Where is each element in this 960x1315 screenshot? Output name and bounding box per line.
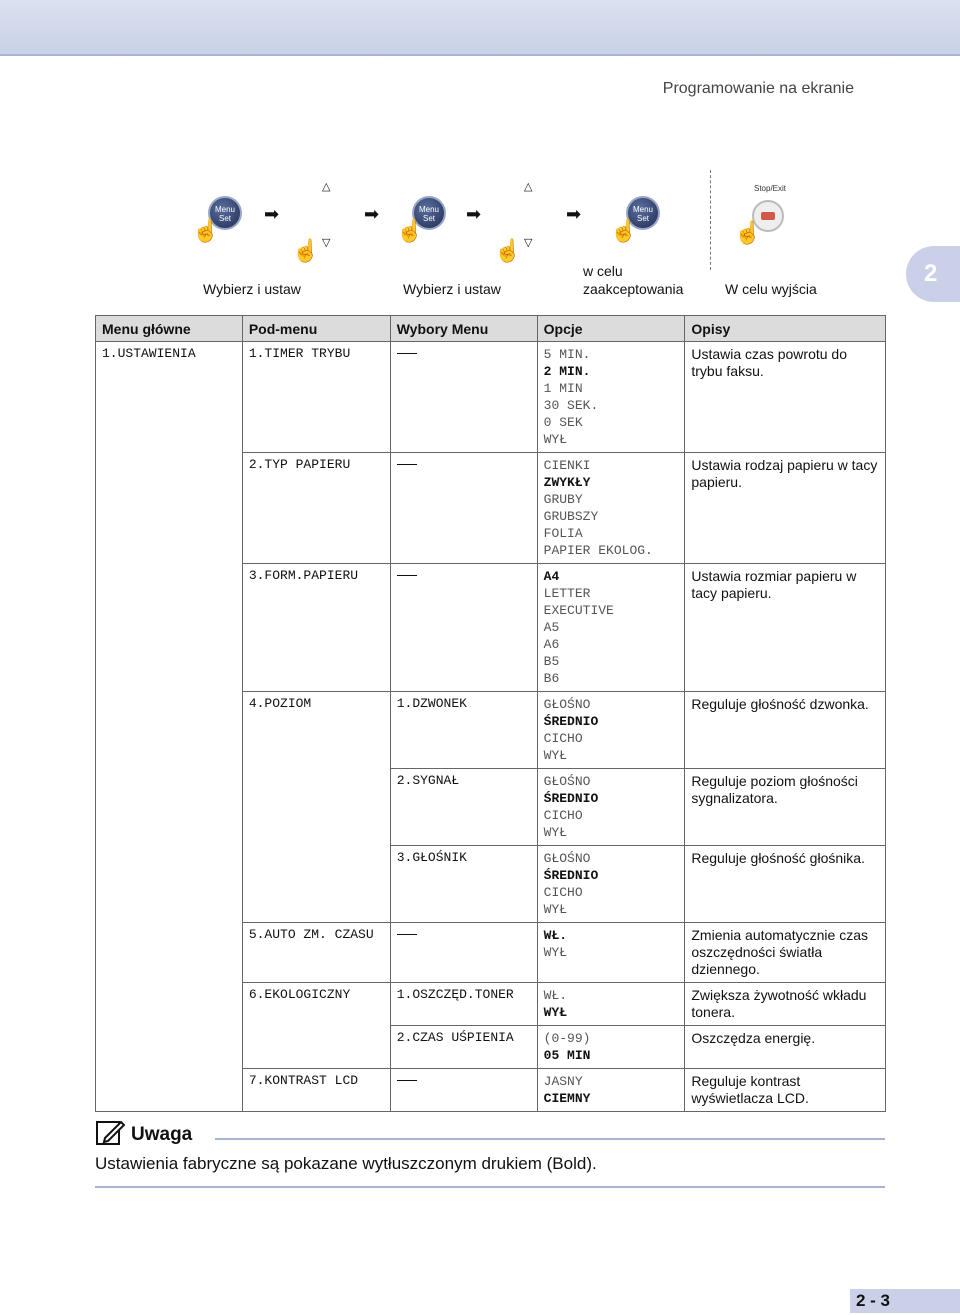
options-cell — [537, 692, 685, 769]
option-value: GRUBY — [543, 492, 583, 507]
table-row — [96, 769, 886, 846]
submenu-cell: 4.POZIOM — [242, 692, 390, 769]
page-header-title: Programowanie na ekranie — [662, 80, 854, 97]
option-value: WYŁ — [543, 748, 568, 763]
options-cell — [537, 342, 685, 453]
dash-line — [397, 934, 417, 935]
menu-choice-cell — [390, 1069, 537, 1112]
option-value: CICHO — [543, 885, 583, 900]
finger-icon: ☝ — [292, 238, 320, 263]
finger-icon: ☝ — [396, 218, 424, 243]
finger-icon: ☝ — [610, 218, 638, 243]
down-triangle-icon: ▽ — [524, 237, 533, 249]
table-row — [96, 342, 886, 453]
description-cell: Reguluje kontrast wyświetlacza LCD. — [685, 1069, 886, 1112]
options-cell — [537, 453, 685, 564]
option-value: 30 SEK. — [543, 398, 599, 413]
page-number: 2 - 3 — [850, 1289, 960, 1313]
option-value: CIEMNY — [543, 1091, 591, 1106]
description-cell: Reguluje poziom głośności sygnalizatora. — [685, 769, 886, 846]
description-cell: Ustawia czas powrotu do trybu faksu. — [685, 342, 886, 453]
option-value: LETTER — [543, 586, 591, 601]
menu-choice-cell — [390, 923, 537, 983]
step-label: w celu zaakceptowania — [583, 263, 684, 297]
col-header: Opisy — [685, 316, 886, 342]
option-value: 1 MIN — [543, 381, 583, 396]
menu-choice-cell — [390, 342, 537, 453]
col-header: Pod-menu — [242, 316, 390, 342]
option-value: PAPIER EKOLOG. — [543, 543, 653, 558]
chapter-tab: 2 — [906, 246, 960, 302]
submenu-cell: 6.EKOLOGICZNY — [242, 983, 390, 1026]
arrow-right-icon: ➡ — [264, 204, 280, 224]
option-value: CIENKI — [543, 458, 591, 473]
main-menu-cell — [96, 923, 243, 983]
option-value: GŁOŚNO — [543, 774, 591, 789]
down-triangle-icon: ▽ — [322, 237, 331, 249]
description-cell: Ustawia rozmiar papieru w tacy papieru. — [685, 564, 886, 692]
options-cell — [537, 923, 685, 983]
table-row — [96, 923, 886, 983]
submenu-cell: 2.TYP PAPIERU — [242, 453, 390, 564]
table-header-row — [96, 316, 886, 342]
col-header: Menu główne — [96, 316, 243, 342]
submenu-cell: 5.AUTO ZM. CZASU — [242, 923, 390, 983]
arrow-right-icon: ➡ — [566, 204, 582, 224]
dash-line — [397, 464, 417, 465]
option-value: 2 MIN. — [543, 364, 591, 379]
navigation-diagram — [0, 160, 900, 310]
stop-exit-label: Stop/Exit — [754, 184, 787, 193]
option-value: 5 MIN. — [543, 347, 591, 362]
divider — [710, 170, 711, 270]
option-value: JASNY — [543, 1074, 583, 1089]
option-value: GŁOŚNO — [543, 697, 591, 712]
menu-choice-cell — [390, 453, 537, 564]
options-cell — [537, 983, 685, 1026]
option-value: ŚREDNIO — [543, 714, 599, 729]
menu-choice-cell: 1.OSZCZĘD.TONER — [390, 983, 537, 1026]
description-cell: Reguluje głośność głośnika. — [685, 846, 886, 923]
option-value: GŁOŚNO — [543, 851, 591, 866]
option-value: WYŁ — [543, 902, 568, 917]
dash-line — [397, 575, 417, 576]
arrow-right-icon: ➡ — [466, 204, 482, 224]
dash-line — [397, 1080, 417, 1081]
option-value: 0 SEK — [543, 415, 583, 430]
description-cell: Oszczędza energię. — [685, 1026, 886, 1069]
option-value: WYŁ — [543, 945, 568, 960]
description-cell: Zwiększa żywotność wkładu tonera. — [685, 983, 886, 1026]
description-cell: Zmienia automatycznie czas oszczędności światła dziennego. — [685, 923, 886, 983]
table-row — [96, 983, 886, 1026]
col-header: Opcje — [537, 316, 685, 342]
option-value: CICHO — [543, 808, 583, 823]
step-label: Wybierz i ustaw — [403, 281, 501, 297]
menu-choice-cell: 3.GŁOŚNIK — [390, 846, 537, 923]
table-row — [96, 1069, 886, 1112]
menu-set-button-icon: Menu Set — [208, 196, 242, 230]
submenu-cell: 1.TIMER TRYBU — [242, 342, 390, 453]
note-bottom-rule — [95, 1186, 885, 1188]
col-header: Wybory Menu — [390, 316, 537, 342]
options-cell — [537, 1026, 685, 1069]
option-value: A6 — [543, 637, 560, 652]
menu-set-button-icon: Menu Set — [626, 196, 660, 230]
option-value: ŚREDNIO — [543, 868, 599, 883]
option-value: B6 — [543, 671, 560, 686]
up-triangle-icon: △ — [322, 181, 331, 193]
note-rule — [215, 1138, 885, 1140]
option-value: A4 — [543, 569, 560, 584]
menu-choice-cell: 2.CZAS UŚPIENIA — [390, 1026, 537, 1069]
option-value: WŁ. — [543, 988, 568, 1003]
table-row — [96, 564, 886, 692]
options-cell — [537, 846, 685, 923]
description-cell: Ustawia rodzaj papieru w tacy papieru. — [685, 453, 886, 564]
submenu-cell — [242, 846, 390, 923]
table-row — [96, 1026, 886, 1069]
options-cell — [537, 769, 685, 846]
main-menu-cell — [96, 983, 243, 1026]
step-label: Wybierz i ustaw — [203, 281, 301, 297]
submenu-cell: 3.FORM.PAPIERU — [242, 564, 390, 692]
up-triangle-icon: △ — [524, 181, 533, 193]
finger-icon: ☝ — [192, 218, 220, 243]
menu-choice-cell: 1.DZWONEK — [390, 692, 537, 769]
top-band — [0, 0, 960, 56]
main-menu-cell — [96, 564, 243, 692]
option-value: GRUBSZY — [543, 509, 599, 524]
table-row — [96, 453, 886, 564]
arrow-right-icon: ➡ — [364, 204, 380, 224]
option-value: B5 — [543, 654, 560, 669]
main-menu-cell — [96, 453, 243, 564]
step-label: W celu wyjścia — [725, 281, 817, 297]
option-value: (0-99) — [543, 1031, 591, 1046]
option-value: ŚREDNIO — [543, 791, 599, 806]
option-value: A5 — [543, 620, 560, 635]
main-menu-cell — [96, 1026, 243, 1069]
table-row — [96, 692, 886, 769]
main-menu-cell — [96, 769, 243, 846]
menu-table — [95, 315, 886, 1112]
finger-icon: ☝ — [494, 238, 522, 263]
main-menu-cell: 1.USTAWIENIA — [96, 342, 243, 453]
menu-set-button-icon: Menu Set — [412, 196, 446, 230]
options-cell — [537, 564, 685, 692]
description-cell: Reguluje głośność dzwonka. — [685, 692, 886, 769]
option-value: WŁ. — [543, 928, 568, 943]
option-value: 05 MIN — [543, 1048, 591, 1063]
dash-line — [397, 353, 417, 354]
menu-choice-cell — [390, 564, 537, 692]
submenu-cell: 7.KONTRAST LCD — [242, 1069, 390, 1112]
option-value: CICHO — [543, 731, 583, 746]
note-text: Ustawienia fabryczne są pokazane wytłuszczonym drukiem (Bold). — [95, 1154, 597, 1173]
option-value: WYŁ — [543, 825, 568, 840]
main-menu-cell — [96, 1069, 243, 1112]
finger-icon: ☝ — [734, 220, 762, 245]
menu-choice-cell: 2.SYGNAŁ — [390, 769, 537, 846]
option-value: WYŁ — [543, 1005, 568, 1020]
main-menu-cell — [96, 846, 243, 923]
submenu-cell — [242, 769, 390, 846]
options-cell — [537, 1069, 685, 1112]
option-value: EXECUTIVE — [543, 603, 614, 618]
note-pencil-icon — [95, 1118, 125, 1146]
table-row — [96, 846, 886, 923]
option-value: WYŁ — [543, 432, 568, 447]
note-title: Uwaga — [131, 1124, 193, 1145]
option-value: FOLIA — [543, 526, 583, 541]
submenu-cell — [242, 1026, 390, 1069]
option-value: ZWYKŁY — [543, 475, 591, 490]
main-menu-cell — [96, 692, 243, 769]
